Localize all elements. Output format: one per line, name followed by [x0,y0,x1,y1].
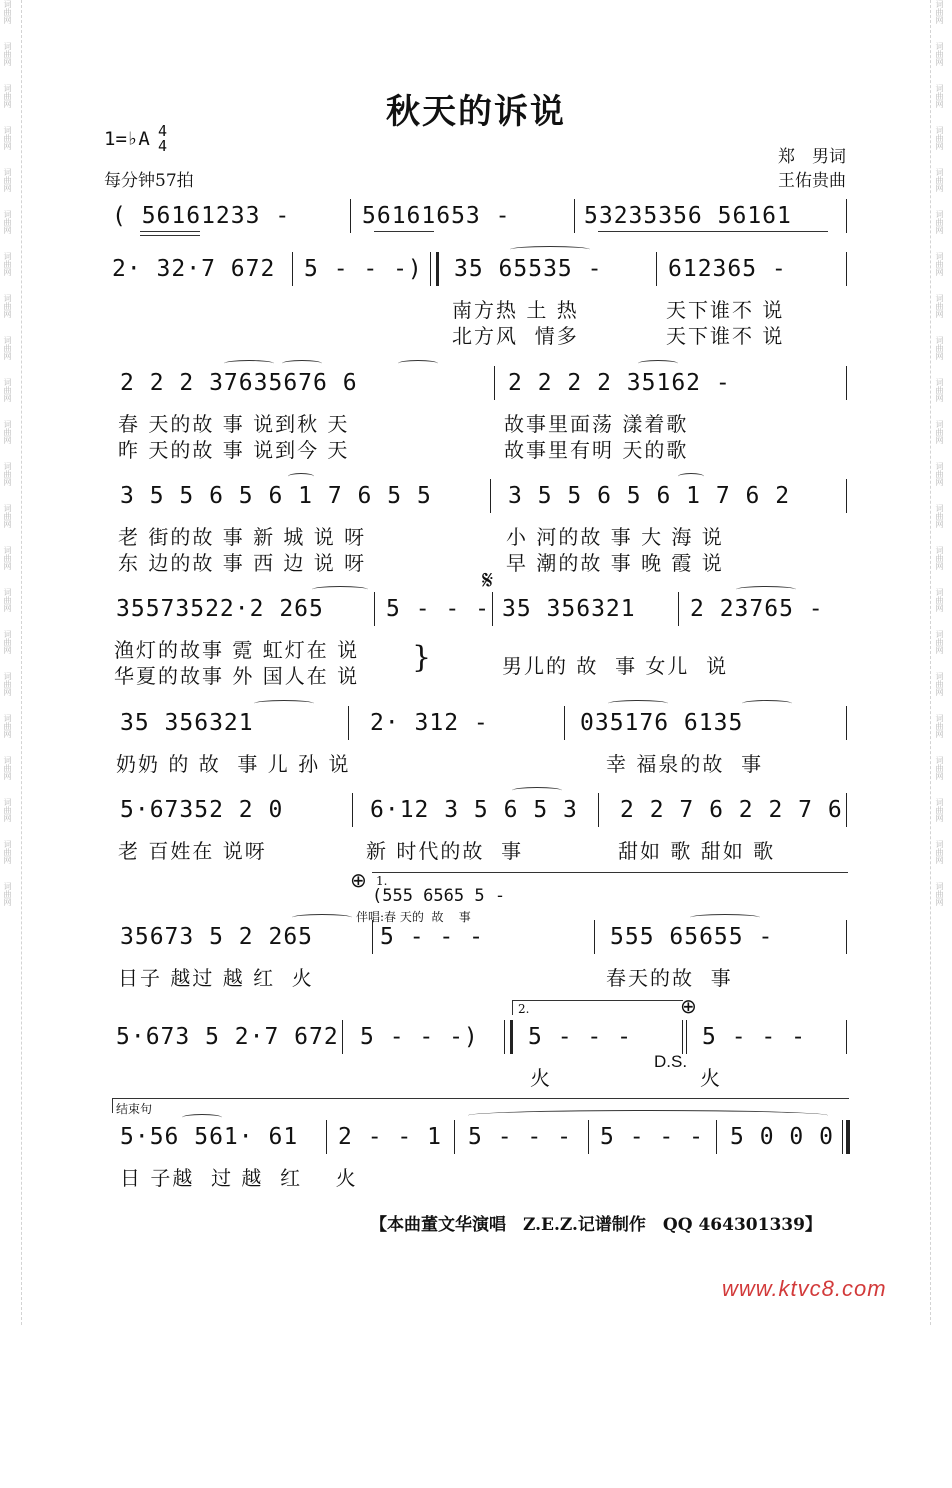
measure-notes: 35 356321 [502,596,636,622]
lyric-line: 天下谁不 说 [666,298,785,322]
measure-notes: 5 - - - [528,1024,647,1050]
barline [490,479,491,513]
lyricist-credit: 郑 男词 [778,147,846,167]
barline [342,1020,343,1054]
barline [350,199,351,233]
right-margin-line [930,0,931,1325]
lyric-line: 甜如 歌 甜如 歌 [618,839,776,863]
measure-notes: 3 5 5 6 5 6 1 7 6 5 5 [120,483,432,509]
barline [846,706,847,740]
repeat-start-barline [430,252,431,286]
left-margin-line [21,0,22,1325]
measure-notes: 035176 6135 [580,710,744,736]
measure-notes: 5·67352 2 0 [120,797,284,823]
measure-notes: 5 - - - [702,1024,821,1050]
measure-notes: 56161653 - [362,203,526,229]
time-signature-top: 4 [158,122,168,140]
score-row-5 [112,596,848,626]
lyric-line: 渔灯的故事 霓 虹灯在 说 [114,638,360,662]
measure-notes: 612365 - [668,256,802,282]
barline [716,1120,717,1154]
segno-sign: 𝄋 [482,566,494,596]
slur [608,700,668,707]
performance-credit: 【本曲董文华演唱 Z.E.Z.记谱制作 QQ 464301339】 [370,1215,822,1235]
lyric-line: 日 子越 过 越 红 火 [120,1166,358,1190]
beat-underline [374,231,434,232]
measure-notes: 35 65535 - [454,256,618,282]
time-signature-bottom: 4 [158,137,168,155]
slur [312,586,368,593]
lyric-line: 老 街的故 事 新 城 说 呀 [118,525,367,549]
lyric-line: 昨 天的故 事 说到今 天 [118,438,350,462]
measure-notes: ( 56161233 - [112,203,306,229]
barline [374,592,375,626]
measure-notes: 5 - - - [380,924,499,950]
measure-notes: 3 5 5 6 5 6 1 7 6 2 [508,483,791,509]
score-row-4 [112,483,848,513]
lyric-line: 春 天的故 事 说到秋 天 [118,412,350,436]
lyric-line: 东 边的故 事 西 边 说 呀 [118,551,367,575]
score-row-6 [112,710,848,740]
measure-notes: 5 - - - [600,1124,719,1150]
barline [846,1020,847,1054]
measure-notes: 6·12 3 5 6 5 3 [370,797,578,823]
tie [468,1110,828,1121]
lyric-line: 北方风 情多 [452,324,579,348]
barline [846,366,847,400]
slur [510,246,590,253]
score-row-9 [112,1024,848,1054]
measure-notes: 2 2 2 2 35162 - [508,370,746,396]
time-signature [158,124,167,154]
coda-sign: ⊕ [350,868,367,892]
barline [846,252,847,286]
barline [564,706,565,740]
measure-notes: 5 0 0 0 [730,1124,834,1150]
barline [846,199,847,233]
barline [594,920,595,954]
measure-notes: 2 - - 1 [338,1124,442,1150]
final-barline [842,1120,843,1154]
dal-segno-marking: D.S. [654,1052,688,1071]
site-watermark: www.ktvc8.com [722,1276,887,1301]
beat-underline [140,235,200,236]
right-watermark-strip: 词曲网 词曲网 词曲网 词曲网 词曲网 词曲网 词曲网 词曲网 词曲网 词曲网 词曲网 词曲网 词曲网 词曲网 词曲网 词曲网 词曲网 词曲网 词曲网 词曲网 词曲网 词曲网 [935,0,944,906]
slur [254,700,314,707]
slur [690,914,760,921]
measure-notes: 2 2 2 37635676 6 [120,370,358,396]
barline [846,920,847,954]
ending-section-label: 结束句 [116,1102,153,1116]
first-ending-bracket [372,872,848,887]
measure-notes: 2· 32·7 672 [112,256,291,282]
left-watermark-strip: 词曲网 词曲网 词曲网 词曲网 词曲网 词曲网 词曲网 词曲网 词曲网 词曲网 词曲网 词曲网 词曲网 词曲网 词曲网 词曲网 词曲网 词曲网 词曲网 词曲网 词曲网 词曲网 [3,0,12,906]
composer-credit: 王佑贵曲 [778,171,846,191]
measure-notes: 53235356 56161 [584,203,792,229]
slur [224,360,274,367]
barline [494,366,495,400]
score-row-7 [112,797,848,827]
score-row-10 [112,1124,848,1154]
barline [686,1020,687,1054]
measure-notes: 555 65655 - [610,924,789,950]
lyric-line: 华夏的故事 外 国人在 说 [114,664,360,688]
coda-sign: ⊕ [680,994,697,1018]
measure-notes: 5 - - -) [304,256,423,282]
brace: } [412,640,432,675]
slur [638,360,678,367]
barline [598,793,599,827]
lyric-line: 故事里有明 天的歌 [504,438,689,462]
barline [348,706,349,740]
measure-notes: 2 23765 - [690,596,839,622]
lyric-line: 火 [530,1066,552,1090]
barline [372,920,373,954]
measure-notes: 5·56 561· 61 [120,1124,299,1150]
lyric-line: 日子 越过 越 红 火 [118,966,314,990]
lyric-line: 火 [700,1066,722,1090]
lyric-line: 幸 福泉的故 事 [606,752,764,776]
barline [588,1120,589,1154]
barline [846,479,847,513]
song-title: 秋天的诉说 [386,92,566,132]
barline [574,199,575,233]
score-row-8 [112,924,848,954]
measure-notes: 35 356321 [120,710,254,736]
first-ending-lyric: 伴唱:春 天的 故 事 [356,910,471,924]
lyric-line: 老 百姓在 说呀 [118,839,267,863]
barline [682,1020,683,1054]
beat-underline [140,231,200,232]
first-ending-label: 1. [376,874,388,888]
repeat-start-barline-thick [436,252,439,286]
beat-underline [598,231,828,232]
measure-notes: 2· 312 - [370,710,504,736]
lyric-line: 新 时代的故 事 [366,839,524,863]
score-row-3 [112,370,848,400]
second-ending-bracket [512,1000,683,1015]
slur [182,1114,222,1121]
measure-notes: 5·673 5 2·7 672 [116,1024,339,1050]
first-ending-notes: (555 6565 5 - [372,886,506,906]
measure-notes: 5 - - - [386,596,490,622]
measure-notes: 2 2 7 6 2 2 7 6 [620,797,843,823]
lyric-line: 奶奶 的 故 事 儿 孙 说 [116,752,351,776]
slur [678,473,704,480]
lyric-line-chorus: 男儿的 故 事 女儿 说 [502,654,729,678]
barline [678,592,679,626]
slur [282,360,322,367]
lyric-line: 故事里面荡 漾着歌 [504,412,689,436]
repeat-end-barline [504,1020,505,1054]
slur [288,473,314,480]
score-row-1 [112,203,848,233]
repeat-end-barline-thick [510,1020,513,1054]
measure-notes: 5 - - - [468,1124,587,1150]
slur [742,700,792,707]
measure-notes: 35673 5 2 265 [120,924,314,950]
lyric-line: 春天的故 事 [606,966,733,990]
slur [292,914,352,921]
barline [292,252,293,286]
lyric-line: 早 潮的故 事 晚 霞 说 [506,551,724,575]
key-signature: 1=♭A [104,128,150,150]
tempo-marking: 每分钟57拍 [104,171,194,191]
lyric-line: 天下谁不 说 [666,324,785,348]
lyric-line: 南方热 土 热 [452,298,579,322]
score-row-2 [112,256,848,286]
lyric-line: 小 河的故 事 大 海 说 [506,525,724,549]
measure-notes: 35573522·2 265 [116,596,324,622]
barline [492,592,493,626]
final-barline-thick [846,1120,850,1154]
slur [398,360,438,367]
barline [454,1120,455,1154]
barline [352,793,353,827]
barline [846,793,847,827]
slur [512,787,562,794]
slur [736,586,796,593]
barline [656,252,657,286]
second-ending-label: 2. [518,1002,530,1016]
measure-notes: 5 - - -) [360,1024,479,1050]
barline [326,1120,327,1154]
